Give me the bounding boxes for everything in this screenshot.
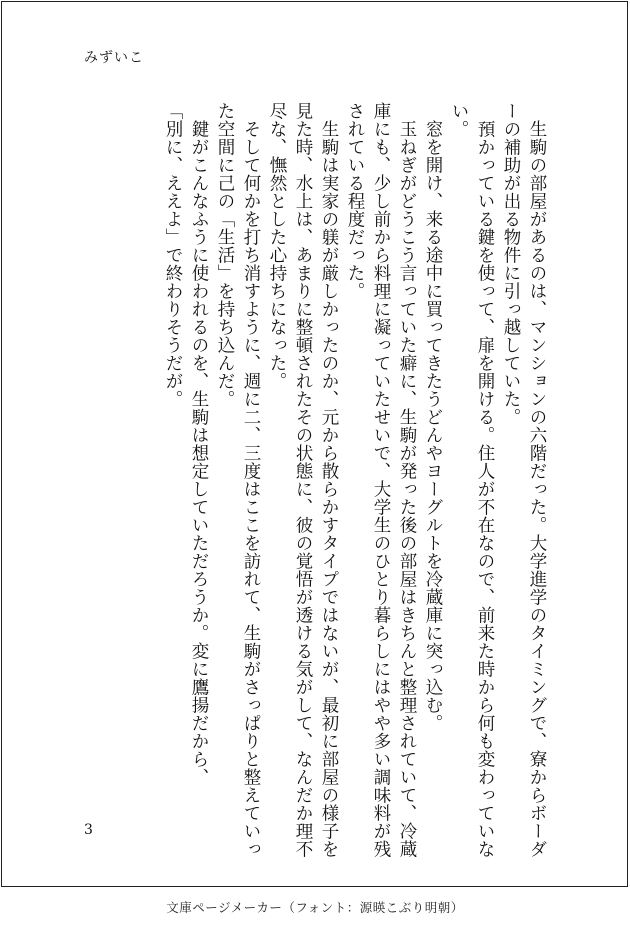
paragraph: そして何かを打ち消すように、週に二、三度はここを訪れて、生駒がさっぱりと整えていった空間に己の「生活」を持ち込んだ。 [215,102,261,858]
paragraph: 預かっている鍵を使って、扉を開ける。住人が不在なので、前来た時から何も変わっていない。 [449,102,495,858]
paragraph: 「別に、ええよ」で終わりそうだが。 [163,102,183,408]
paragraph: 玉ねぎがどうこう言っていた癖に、生駒が発った後の部屋はきちんと整理されていて、冷蔵庫にも、少し前から料理に凝っていたせいで、大学生のひとり暮らしにはやや多い調味料が残されている程度だった。 [345,102,417,858]
paragraph: 生駒の部屋があるのは、マンションの六階だった。大学進学のタイミングで、寮からボーダーの補助が出る物件に引っ越していた。 [501,102,547,858]
page-frame [1,1,628,887]
paragraph: 窓を開け、来る途中に買ってきたうどんやヨーグルトを冷蔵庫に突っ込む。 [423,119,443,732]
author-name: みずいこ [84,50,144,66]
novel-body-text [80,102,550,862]
footer-caption: 文庫ページメーカー（フォント：源暎こぶり明朝） [166,900,464,915]
paragraph: 生駒は実家の躾が厳しかったのか、元から散らかすタイプではないが、最初に部屋の様子を見た時、水上は、あまりに整頓されたその状態に、彼の覚悟が透ける気がして、なんだか理不尽な、憮然とした心持ちになった。 [267,102,339,858]
page-number: 3 [84,822,93,838]
paragraph: 鍵がこんなふうに使われるのを、生駒は想定していただろうか。変に鷹揚だから、 [189,119,209,786]
